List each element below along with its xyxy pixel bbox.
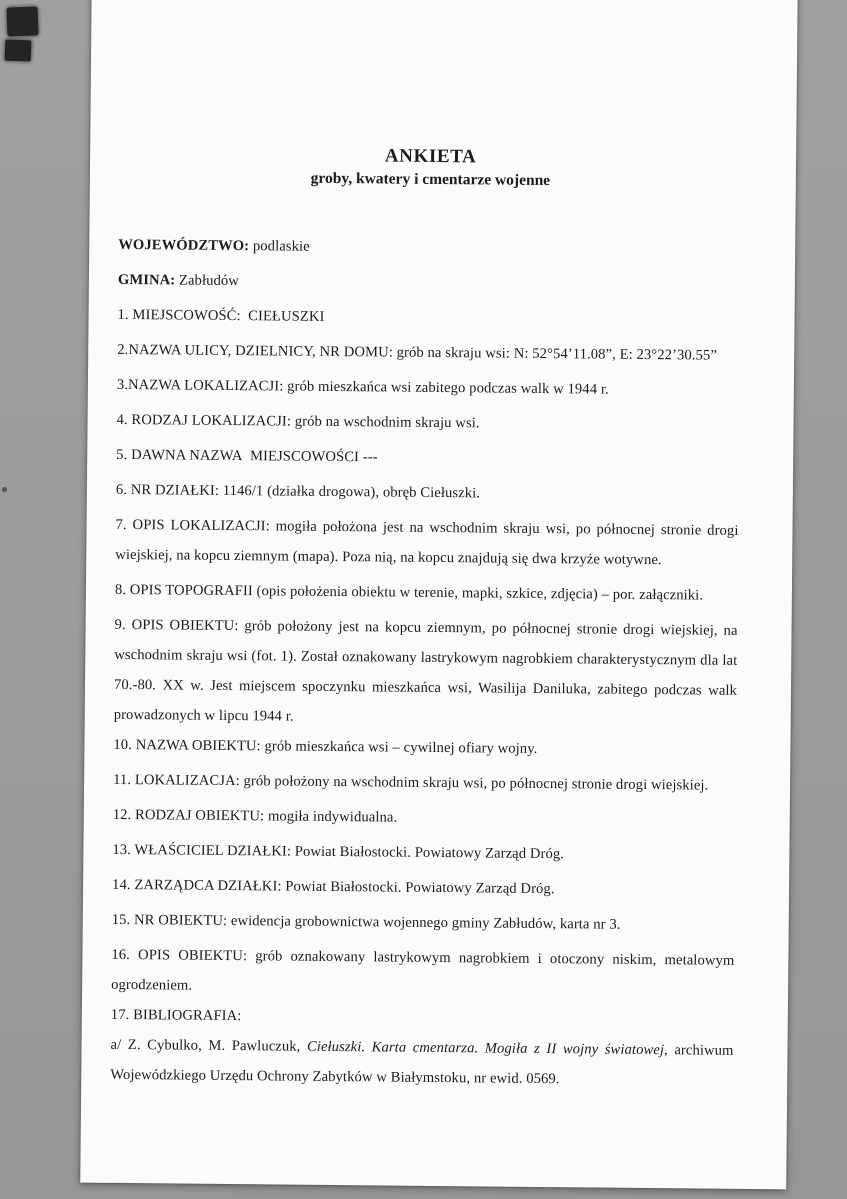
form-line bbox=[113, 800, 736, 836]
form-line-text: Ciełuszki. Karta cmentarza. Mogiła z II wojny światowej bbox=[306, 1038, 665, 1059]
document-header bbox=[119, 143, 742, 192]
form-line bbox=[118, 230, 741, 266]
form-line-text: 15. NR OBIEKTU: ewidencja grobownictwa wojennego gminy Zabłudów, karta nr 3. bbox=[111, 911, 621, 933]
form-line bbox=[113, 730, 736, 766]
form-line-text: 12. RODZAJ OBIEKTU: mogiła indywidualna. bbox=[112, 806, 398, 826]
form-line-text: , archiwum Wojewódzkiego Urzędu Ochrony Zabytków w Białymstoku, nr ewid. 0569. bbox=[110, 1042, 734, 1088]
scan-artifact-mark-1 bbox=[7, 6, 39, 36]
form-line bbox=[116, 440, 739, 476]
document-page bbox=[80, 0, 798, 1189]
form-line bbox=[111, 940, 735, 1006]
form-line-text: 6. NR DZIAŁKI: 1146/1 (działka drogowa), obręb Ciełuszki. bbox=[115, 481, 481, 502]
form-line bbox=[115, 510, 739, 576]
form-line-text: 17. BIBLIOGRAFIA: bbox=[110, 1006, 242, 1025]
form-line bbox=[116, 405, 739, 441]
form-line bbox=[114, 610, 738, 736]
form-line-text: 11. LOKALIZACJA: grób położony na wschodnim skraju wsi, po północnej stronie drogi wiejskiej. bbox=[113, 771, 709, 794]
form-line-text: 5. DAWNA NAZWA MIEJSCOWOŚCI --- bbox=[116, 446, 378, 466]
form-line-text: 9. OPIS OBIEKTU: grób położony jest na kopcu ziemnym, po północnej stronie drogi wiejskiej, na wschodnim skraju wsi (fot. 1). Został oznakowany lastrykowym nagrobkiem charakterystycznym dla lat 70.-80. XX w. Jest miejscem spoczynku mieszkańca wsi, Wasilija Daniluka, zabitego podczas walk prowadzonych w lipcu 1944 r. bbox=[113, 616, 738, 725]
form-line bbox=[118, 265, 741, 301]
form-line bbox=[117, 335, 740, 371]
form-line bbox=[113, 765, 736, 801]
form-line-text: Zabłudów bbox=[175, 272, 240, 290]
form-line-text: 2.NAZWA ULICY, DZIELNICY, NR DOMU: grób na skraju wsi: N: 52°54’11.08”, E: 23°22’30.55” bbox=[117, 341, 718, 364]
document-title: ANKIETA bbox=[384, 145, 477, 168]
form-line-text: 13. WŁAŚCICIEL DZIAŁKI: Powiat Białostocki. Powiatowy Zarząd Dróg. bbox=[112, 841, 565, 863]
form-line-text: GMINA: bbox=[117, 271, 176, 289]
form-line-text: 4. RODZAJ LOKALIZACJI: grób na wschodnim skraju wsi. bbox=[116, 411, 480, 432]
form-line-text: WOJEWÓDZTWO: bbox=[118, 236, 250, 255]
scan-artifact-mark-2 bbox=[5, 40, 32, 62]
form-line-text: 7. OPIS LOKALIZACJI: mogiła położona jest na wschodnim skraju wsi, po północnej stronie drogi wiejskiej, na kopcu ziemnym (mapa). Poza nią, na kopcu znajdują się dwa krzyże wotywne. bbox=[115, 516, 739, 569]
form-line bbox=[115, 575, 738, 611]
form-line-text: a/ Z. Cybulko, M. Pawluczuk, bbox=[110, 1036, 308, 1055]
form-line bbox=[112, 835, 735, 871]
form-body bbox=[110, 230, 741, 1096]
document-content bbox=[81, 0, 798, 1096]
form-line bbox=[117, 300, 740, 336]
form-line-text: podlaskie bbox=[249, 238, 310, 255]
form-line bbox=[117, 370, 740, 406]
form-line bbox=[112, 905, 735, 941]
form-line-text: 10. NAZWA OBIEKTU: grób mieszkańca wsi – cywilnej ofiary wojny. bbox=[113, 736, 538, 757]
form-line bbox=[112, 870, 735, 906]
form-line-text: 16. OPIS OBIEKTU: grób oznakowany lastrykowym nagrobkiem i otoczony niskim, metalowym ogrodzeniem. bbox=[111, 946, 735, 994]
document-subtitle: groby, kwatery i cmentarze wojenne bbox=[310, 169, 551, 190]
form-line-text: 3.NAZWA LOKALIZACJI: grób mieszkańca wsi zabitego podczas walk w 1944 r. bbox=[116, 376, 609, 398]
form-line-text: 1. MIEJSCOWOŚĆ: CIEŁUSZKI bbox=[117, 306, 325, 325]
scan-artifact-dot bbox=[2, 487, 7, 492]
form-line-text: 8. OPIS TOPOGRAFII (opis położenia obiektu w terenie, mapki, szkice, zdjęcia) – por. załączniki. bbox=[114, 581, 704, 604]
form-line bbox=[110, 1030, 734, 1096]
form-line bbox=[116, 475, 739, 511]
form-line-text: 14. ZARZĄDCA DZIAŁKI: Powiat Białostocki. Powiatowy Zarząd Dróg. bbox=[112, 876, 555, 898]
